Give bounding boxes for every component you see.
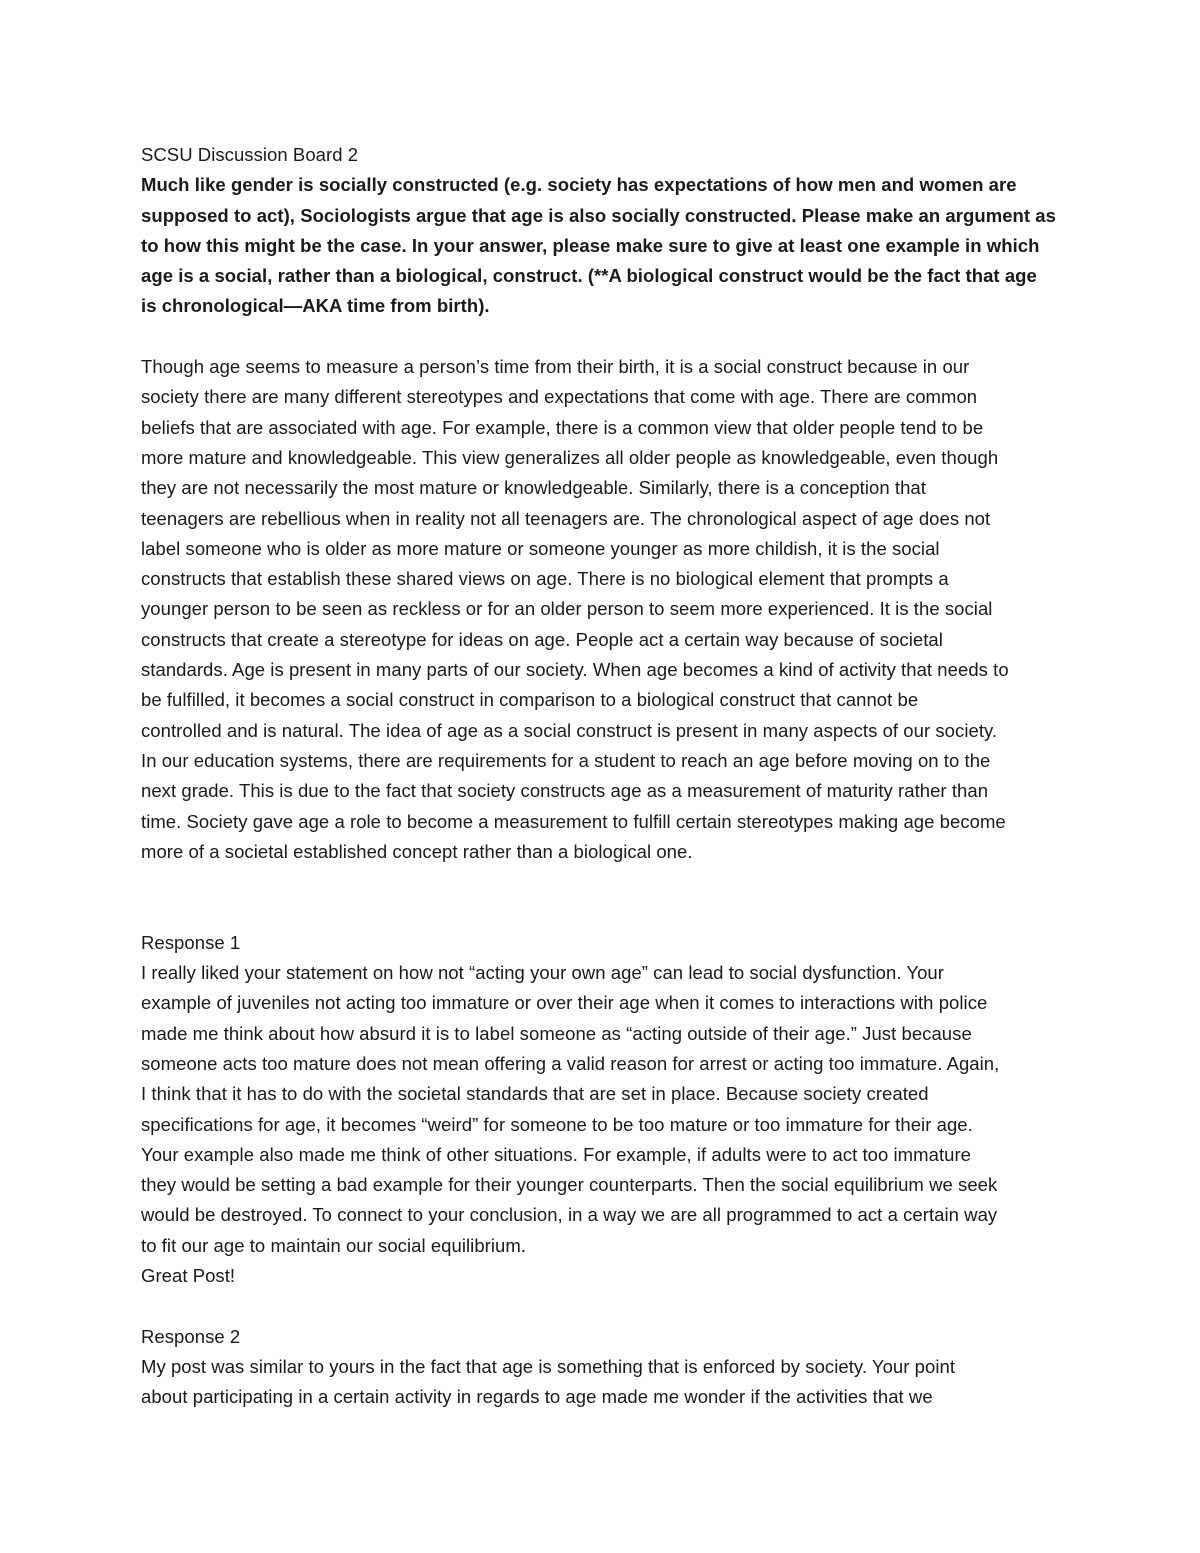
response-2-line: about participating in a certain activity in regards to age made me wonder if the activities that we <box>141 1386 933 1408</box>
answer-line: be fulfilled, it becomes a social construct in comparison to a biological construct that cannot be <box>141 689 919 711</box>
response-1-line: specifications for age, it becomes “weird” for someone to be too mature or too immature for their age. <box>141 1113 973 1135</box>
answer-line: they are not necessarily the most mature or knowledgeable. Similarly, there is a conception that <box>141 477 926 499</box>
answer-line: controlled and is natural. The idea of age as a social construct is present in many aspects of our society. <box>141 719 998 741</box>
response-1-line: Your example also made me think of other situations. For example, if adults were to act too immature <box>141 1143 972 1165</box>
answer-line: teenagers are rebellious when in reality not all teenagers are. The chronological aspect of age does not <box>141 507 991 529</box>
response-1-line: made me think about how absurd it is to label someone as “acting outside of their age.” Just because <box>141 1022 972 1044</box>
answer-line: more mature and knowledgeable. This view generalizes all older people as knowledgeable, even though <box>141 446 999 468</box>
answer-line: label someone who is older as more mature or someone younger as more childish, it is the social <box>141 537 940 559</box>
document-title: SCSU Discussion Board 2 <box>141 144 359 165</box>
response-1-line: example of juveniles not acting too immature or over their age when it comes to interactions with police <box>141 992 988 1014</box>
response-2-heading: Response 2 <box>141 1325 241 1347</box>
response-1-line: to fit our age to maintain our social equilibrium. <box>141 1234 527 1256</box>
answer-paragraph <box>141 352 1071 867</box>
response-1-line: would be destroyed. To connect to your conclusion, in a way we are all programmed to act a certain way <box>141 1204 998 1226</box>
document-page <box>141 140 1071 1412</box>
answer-line: younger person to be seen as reckless or for an older person to seem more experienced. It is the social <box>141 598 993 620</box>
answer-line: next grade. This is due to the fact that society constructs age as a measurement of maturity rather than <box>141 780 989 802</box>
response-2-section <box>141 1322 1071 1413</box>
prompt-line: is chronological—AKA time from birth). <box>141 295 490 317</box>
response-1-line: someone acts too mature does not mean offering a valid reason for arrest or acting too immature. Again, <box>141 1052 1000 1074</box>
answer-line: more of a societal established concept rather than a biological one. <box>141 840 693 862</box>
response-2-line: My post was similar to yours in the fact that age is something that is enforced by society. Your point <box>141 1355 956 1377</box>
prompt-line: supposed to act), Sociologists argue that age is also socially constructed. Please make an argument as <box>141 204 1056 226</box>
response-1-heading: Response 1 <box>141 931 241 953</box>
prompt-line: Much like gender is socially constructed (e.g. society has expectations of how men and women are <box>141 174 1017 196</box>
prompt-line: age is a social, rather than a biological, construct. (**A biological construct would be the fact that age <box>141 265 1037 287</box>
response-1-line: I really liked your statement on how not “acting your own age” can lead to social dysfunction. Your <box>141 962 944 984</box>
answer-line: constructs that create a stereotype for ideas on age. People act a certain way because of societal <box>141 628 943 650</box>
answer-line: time. Society gave age a role to become a measurement to fulfill certain stereotypes making age become <box>141 810 1006 832</box>
answer-line: beliefs that are associated with age. For example, there is a common view that older people tend to be <box>141 416 984 438</box>
answer-line: constructs that establish these shared views on age. There is no biological element that prompts a <box>141 568 949 590</box>
prompt-line: to how this might be the case. In your answer, please make sure to give at least one example in which <box>141 234 1040 256</box>
response-1-line: they would be setting a bad example for their younger counterparts. Then the social equilibrium we seek <box>141 1174 998 1196</box>
answer-line: society there are many different stereotypes and expectations that come with age. There are common <box>141 386 978 408</box>
answer-line: In our education systems, there are requirements for a student to reach an age before moving on to the <box>141 749 991 771</box>
answer-line: Though age seems to measure a person’s time from their birth, it is a social construct because in our <box>141 356 970 378</box>
response-1-closing: Great Post! <box>141 1264 236 1286</box>
answer-line: standards. Age is present in many parts of our society. When age becomes a kind of activity that needs to <box>141 659 1009 681</box>
prompt-paragraph <box>141 170 1071 321</box>
response-1-line: I think that it has to do with the societal standards that are set in place. Because society created <box>141 1083 929 1105</box>
response-1-section <box>141 928 1071 1292</box>
